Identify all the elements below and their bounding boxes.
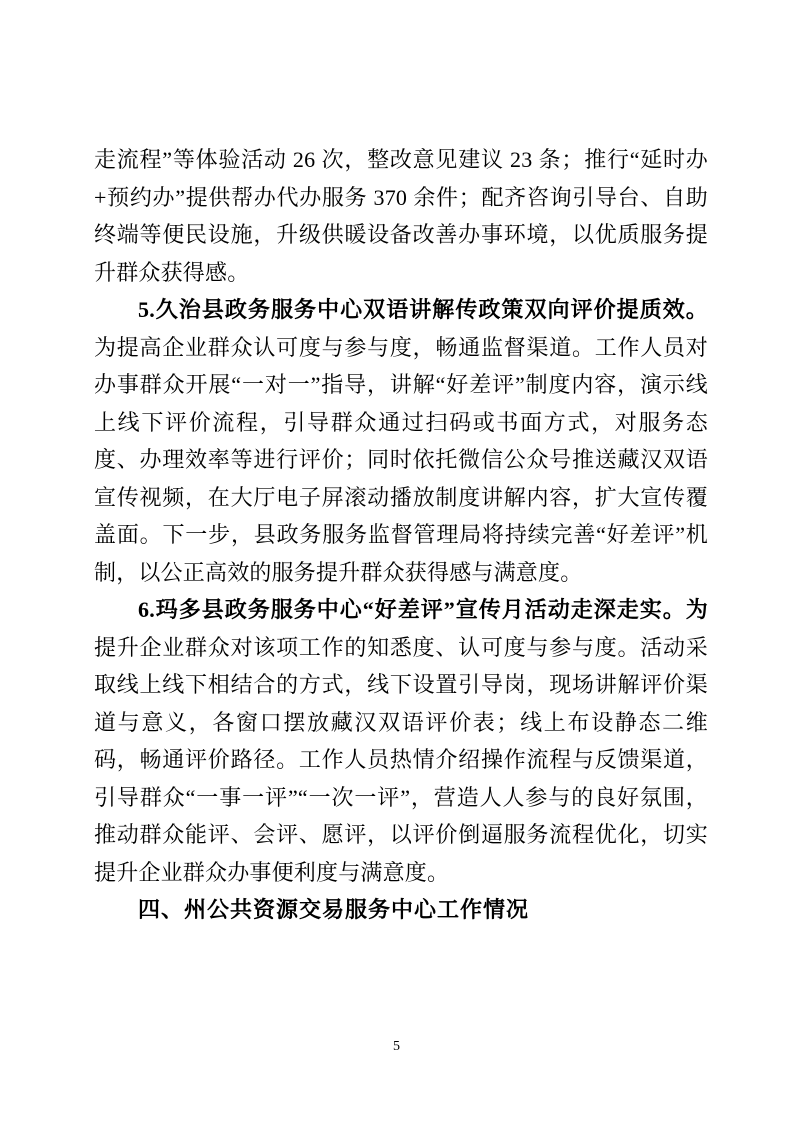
text-run: 走流程”等体验活动 26 次，整改意见建议 23 条；推行“延时办+预约办”提供帮办代办服务 370 余件；配齐咨询引导台、自助终端等便民设施，升级供暖设备改善办事环境，以优质服务提升群众获得感。 [94,147,708,285]
paragraph [94,291,708,591]
paragraph [94,591,708,891]
paragraph [94,141,708,291]
document-body [94,141,708,929]
page-number: 5 [393,1039,400,1054]
text-run: 提升企业群众对该项工作的知悉度、认可度与参与度。活动采取线上线下相结合的方式，线下设置引导岗，现场讲解评价渠道与意义，各窗口摆放藏汉双语评价表；线上布设静态二维码，畅通评价路径。工作人员热情介绍操作流程与反馈渠道，引导群众“一事一评”“一次一评”，营造人人参与的良好氛围，推动群众能评、会评、愿评，以评价倒逼服务流程优化，切实提升企业群众办事便利度与满意度。 [94,634,708,885]
bold-text-run: 5.久治县政务服务中心双语讲解传政策双向评价提质效。 [138,297,708,322]
text-run: 为提高企业群众认可度与参与度，畅通监督渠道。工作人员对办事群众开展“一对一”指导，讲解“好差评”制度内容，演示线上线下评价流程，引导群众通过扫码或书面方式，对服务态度、办理效率等进行评价；同时依托微信公众号推送藏汉双语宣传视频，在大厅电子屏滚动播放制度讲解内容，扩大宣传覆盖面。下一步，县政务服务监督管理局将持续完善“好差评”机制，以公正高效的服务提升群众获得感与满意度。 [94,334,708,585]
bold-text-run: 6.玛多县政务服务中心“好差评”宣传月活动走深走实。为 [138,597,708,622]
section-heading [94,891,708,929]
bold-text-run: 四、州公共资源交易服务中心工作情况 [138,897,530,922]
